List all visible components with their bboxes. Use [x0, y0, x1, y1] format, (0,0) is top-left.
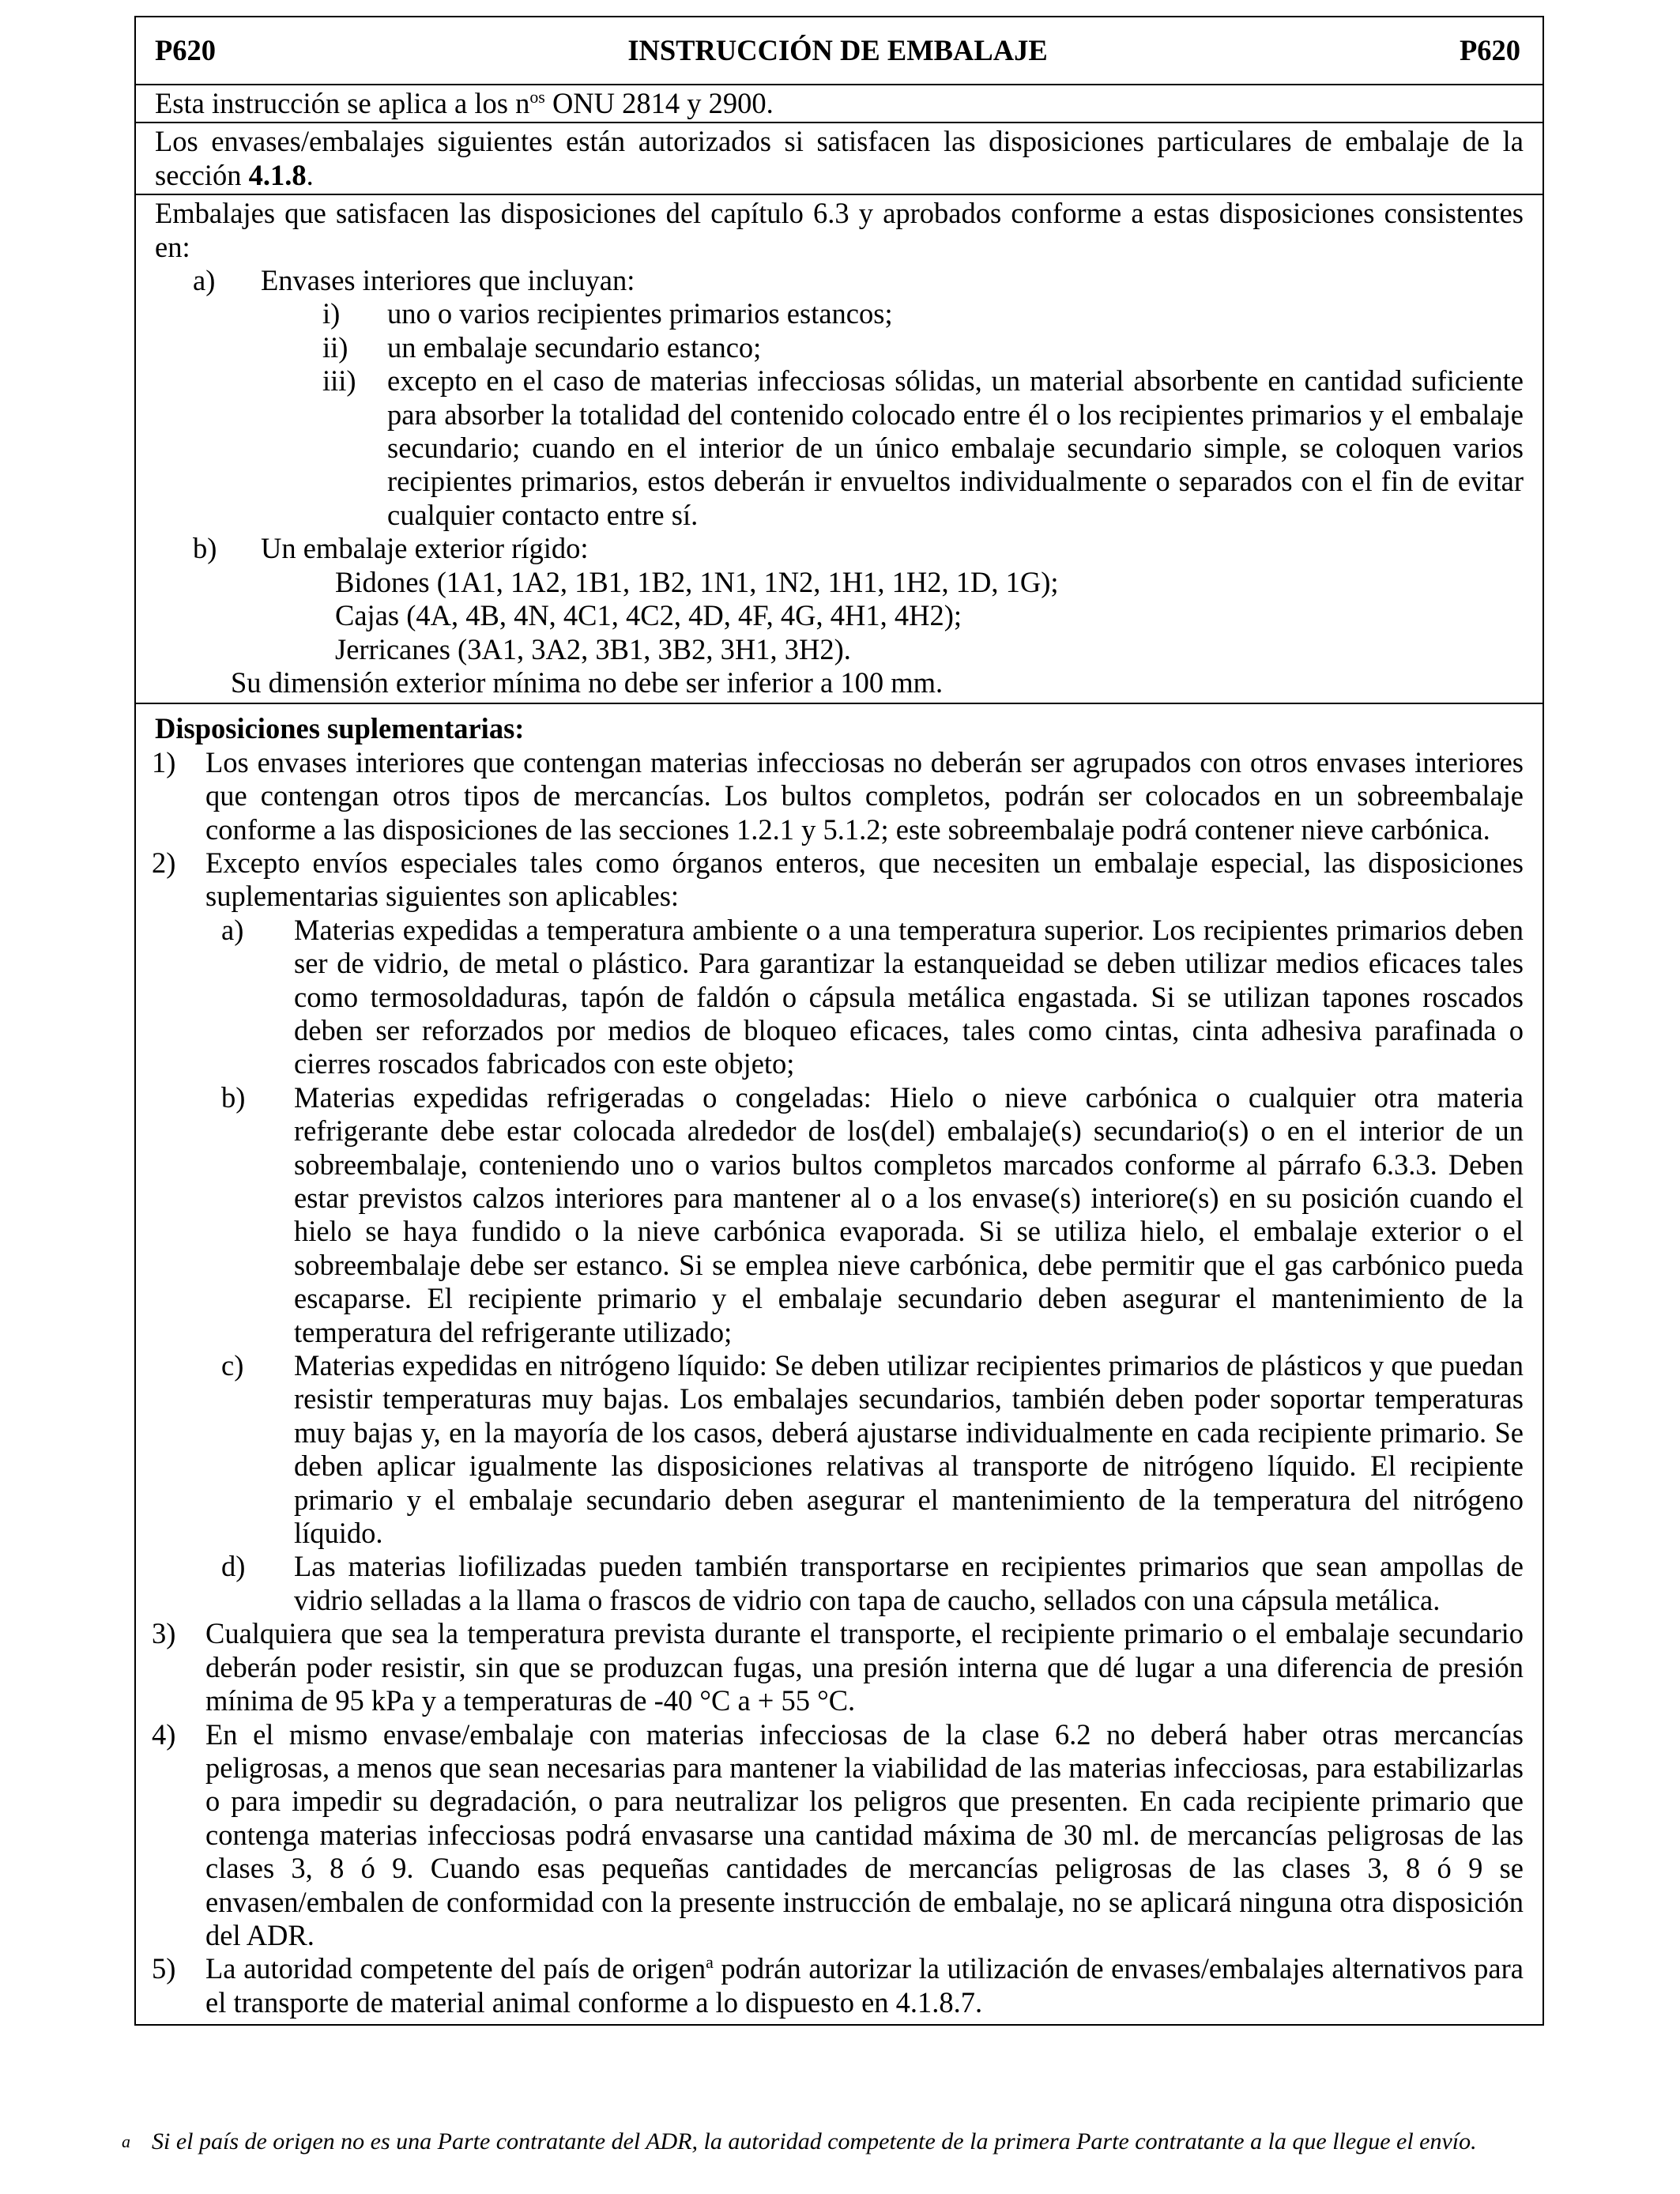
instruction-code-left: P620	[155, 33, 217, 66]
applies-superscript: os	[529, 86, 545, 107]
outer-packaging-drums: Bidones (1A1, 1A2, 1B1, 1B2, 1N1, 1N2, 1H1, 1H2, 1D, 1G);	[335, 565, 1059, 598]
provision-2: 2) Excepto envíos especiales tales como órganos enteros, que necesiten un embalaje especial, las disposiciones suplementarias siguientes son aplicables:	[152, 846, 1524, 913]
minimum-dimension-note: Su dimensión exterior mínima no debe ser inferior a 100 mm.	[231, 665, 944, 699]
supplementary-heading: Disposiciones suplementarias:	[155, 712, 525, 745]
applies-row	[136, 85, 1543, 123]
section-reference: 4.1.8	[248, 158, 307, 191]
inner-item-i: i) uno o varios recipientes primarios estancos;	[322, 297, 893, 330]
packaging-row	[136, 195, 1543, 704]
applies-un-numbers: ONU 2814 y 2900.	[544, 87, 774, 119]
provision-2a: a) Materias expedidas a temperatura ambiente o a una temperatura superior. Los recipientes primarios deben ser de vidrio, de metal o plástico. Para garantizar la estanqueidad se deben utilizar medios eficaces tales como termosoldaduras, tapón de faldón o cápsula metálica engastada. Si se utilizan tapones roscados deben ser reforzados por medios de bloqueo eficaces, tales como cintas, cinta adhesiva parafinada o cierres roscados fabricados con este objeto;	[221, 913, 1524, 1080]
provision-2d: d) Las materias liofilizadas pueden también transportarse en recipientes primarios que sean ampollas de vidrio selladas a la llama o frascos de vidrio con tapa de caucho, sellados con una cápsula metálica.	[221, 1550, 1524, 1616]
packaging-item-a: a) Envases interiores que incluyan:	[193, 264, 635, 297]
authorized-row: Los envases/embalajes siguientes están autorizados si satisfacen las disposiciones particulares de embalaje de la sección 4.1.8.	[136, 123, 1543, 195]
applies-text: Esta instrucción se aplica a los n	[155, 87, 530, 119]
provision-3: 3) Cualquiera que sea la temperatura prevista durante el transporte, el recipiente primario o el embalaje secundario deberán poder resistir, sin que se produzcan fugas, una presión interna que dé lugar a una diferencia de presión mínima de 95 kPa y a temperaturas de -40 °C a + 55 °C.	[152, 1617, 1524, 1717]
footnote	[122, 2127, 1544, 2157]
provision-1: 1) Los envases interiores que contengan materias infecciosas no deberán ser agrupados con otros envases interiores que contengan otros tipos de mercancías. Los bultos completos, podrán ser colocados en un sobreembalaje conforme a las disposiciones de las secciones 1.2.1 y 5.1.2; este sobreembalaje podrá contener nieve carbónica.	[152, 745, 1524, 846]
provision-2c: c) Materias expedidas en nitrógeno líquido: Se deben utilizar recipientes primarios de plásticos y que puedan resistir temperaturas muy bajas. Los embalajes secundarios, también deben poder soportar temperaturas muy bajas y, en la mayoría de los casos, deberá ajustarse individualmente en cada recipiente primario. Se deben aplicar igualmente las disposiciones relativas al transporte de nitrógeno líquido. El recipiente primario y el embalaje secundario deben asegurar el mantenimiento de la temperatura del nitrógeno líquido.	[221, 1349, 1524, 1550]
outer-packaging-jerricans: Jerricanes (3A1, 3A2, 3B1, 3B2, 3H1, 3H2).	[335, 632, 851, 665]
table-header	[136, 17, 1543, 85]
outer-packaging-boxes: Cajas (4A, 4B, 4N, 4C1, 4C2, 4D, 4F, 4G, 4H1, 4H2);	[335, 599, 962, 632]
instruction-title: INSTRUCCIÓN DE EMBALAJE	[627, 33, 1048, 66]
inner-item-iii: iii) excepto en el caso de materias infecciosas sólidas, un material absorbente en cantidad suficiente para absorber la totalidad del contenido colocado entre él o los recipientes primarios y el embalaje secundario; cuando en el interior de un único embalaje secundario simple, se coloquen varios recipientes primarios, estos deberán ir envueltos individualmente o separados con el fin de evitar cualquier contacto entre sí.	[322, 364, 1524, 531]
authorized-text: Los envases/embalajes siguientes están autorizados si satisfacen las disposiciones particulares de embalaje de la sección	[155, 125, 1524, 191]
footnote-mark: a	[122, 2132, 130, 2151]
footnote-reference[interactable]: a	[706, 1952, 714, 1973]
footnote-text: Si el país de origen no es una Parte contratante del ADR, la autoridad competente de la primera Parte contratante a la que llegue el envío.	[152, 2128, 1477, 2154]
instruction-code-right: P620	[1459, 33, 1520, 66]
provision-5: 5) La autoridad competente del país de origen$^a$ podrán autorizar la utilización de envases/embalajes alternativos para el transporte de material animal conforme a lo dispuesto en 4.1.8.7.	[152, 1952, 1524, 2019]
provision-4: 4) En el mismo envase/embalaje con materias infecciosas de la clase 6.2 no deberá haber otras mercancías peligrosas, a menos que sean necesarias para mantener la viabilidad de las materias infecciosas, para estabilizarlas o para impedir su degradación, o para neutralizar los peligros que presenten. En cada recipiente primario que contenga materias infecciosas podrá envasarse una cantidad máxima de 30 ml. de mercancías peligrosas de las clases 3, 8 ó 9. Cuando esas pequeñas cantidades de mercancías peligrosas de las clases 3, 8 ó 9 se envasen/embalen de conformidad con la presente instrucción de embalaje, no se aplicará ninguna otra disposición del ADR.	[152, 1717, 1524, 1951]
provision-2b: b) Materias expedidas refrigeradas o congeladas: Hielo o nieve carbónica o cualquier otra materia refrigerante debe estar colocada alrededor de los(del) embalaje(s) secundario(s) o en el interior de un sobreembalaje, conteniendo uno o varios bultos completos marcados conforme al párrafo 6.3.3. Deben estar previstos calzos interiores para mantener al o a los envase(s) interiore(s) en su posición cuando el hielo se haya fundido o la nieve carbónica evaporada. Si se utiliza hielo, el embalaje exterior o el sobreembalaje debe ser estanco. Si se emplea nieve carbónica, debe permitir que el gas carbónico pueda escaparse. El recipiente primario y el embalaje secundario deben asegurar el mantenimiento de la temperatura del refrigerante utilizado;	[221, 1080, 1524, 1348]
packing-instruction-table	[134, 16, 1544, 2026]
packaging-item-b: b) Un embalaje exterior rígido:	[193, 532, 589, 565]
supplementary-row	[136, 704, 1543, 2024]
inner-item-ii: ii) un embalaje secundario estanco;	[322, 330, 762, 364]
packaging-intro: Embalajes que satisfacen las disposiciones del capítulo 6.3 y aprobados conforme a estas disposiciones consistentes en:	[155, 197, 1524, 263]
